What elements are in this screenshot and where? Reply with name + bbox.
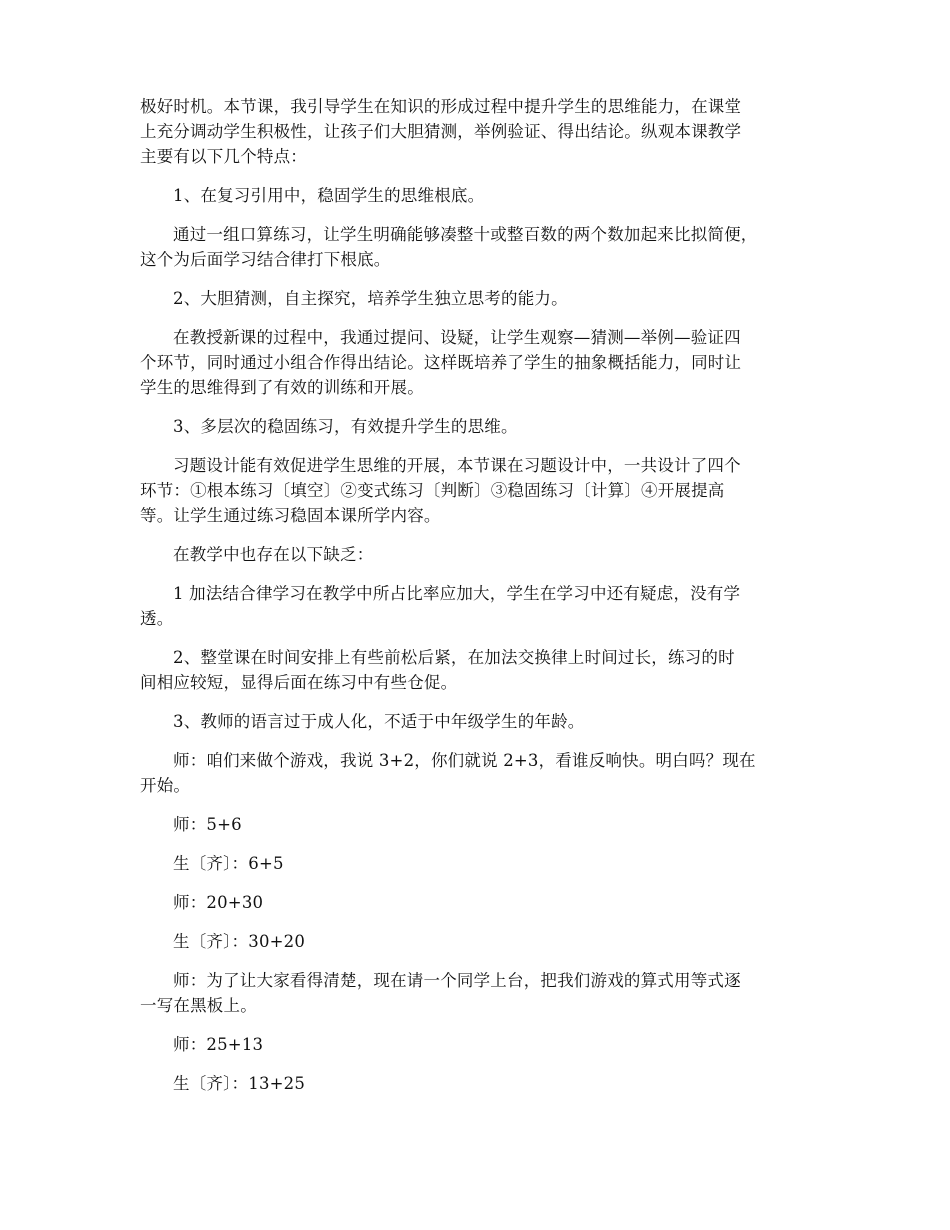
paragraph-shortcoming-2	[140, 645, 812, 695]
text-line: 主要有以下几个特点：	[140, 147, 307, 166]
text-line: 2、大胆猜测，自主探究，培养学生独立思考的能力。	[173, 289, 568, 308]
text-line: 个环节，同时通过小组合作得出结论。这样既培养了学生的抽象概括能力，同时让	[140, 353, 742, 372]
paragraph-dialogue-line	[140, 929, 812, 954]
paragraph-intro	[140, 94, 812, 169]
paragraph-feature-2-heading	[140, 286, 812, 311]
paragraph-dialogue-line	[140, 812, 812, 837]
paragraph-feature-1-heading	[140, 183, 812, 208]
paragraph-feature-3-heading	[140, 414, 812, 439]
paragraph-dialogue-line	[140, 1032, 812, 1057]
text-line: 上充分调动学生积极性，让孩子们大胆猜测，举例验证、得出结论。纵观本课教学	[140, 122, 742, 141]
text-line: 学生的思维得到了有效的训练和开展。	[140, 378, 424, 397]
paragraph-dialogue-line	[140, 890, 812, 915]
text-line: 等。让学生通过练习稳固本课所学内容。	[140, 506, 441, 525]
text-line: 开始。	[140, 776, 191, 795]
text-line: 间相应较短，显得后面在练习中有些仓促。	[140, 673, 458, 692]
paragraph-feature-2-body	[140, 325, 812, 400]
paragraph-feature-1-body	[140, 222, 812, 272]
text-line: 师：咱们来做个游戏，我说 3+2，你们就说 2+3，看谁反响快。明白吗？现在	[173, 751, 756, 770]
paragraph-dialogue-line	[140, 1071, 812, 1096]
text-line: 3、多层次的稳固练习，有效提升学生的思维。	[173, 417, 518, 436]
paragraph-dialogue-intro	[140, 748, 812, 798]
paragraph-feature-3-body	[140, 453, 812, 528]
text-line: 3、教师的语言过于成人化，不适于中年级学生的年龄。	[173, 712, 585, 731]
text-line: 师：为了让大家看得清楚，现在请一个同学上台，把我们游戏的算式用等式逐	[173, 971, 741, 990]
text-line: 透。	[140, 609, 174, 628]
text-line: 极好时机。本节课，我引导学生在知识的形成过程中提升学生的思维能力，在课堂	[140, 97, 742, 116]
text-line: 1、在复习引用中，稳固学生的思维根底。	[173, 186, 485, 205]
paragraph-dialogue-line	[140, 851, 812, 876]
text-line: 在教学中也存在以下缺乏：	[173, 545, 374, 564]
text-line: 师：5+6	[173, 815, 242, 834]
text-line: 生〔齐〕：30+20	[173, 932, 306, 951]
paragraph-dialogue-instruction	[140, 968, 812, 1018]
text-line: 这个为后面学习结合律打下根底。	[140, 250, 391, 269]
text-line: 在教授新课的过程中，我通过提问、设疑，让学生观察—猜测—举例—验证四	[173, 328, 741, 347]
document-body	[140, 94, 812, 1110]
text-line: 师：20+30	[173, 893, 264, 912]
paragraph-shortcomings-heading	[140, 542, 812, 567]
text-line: 习题设计能有效促进学生思维的开展，本节课在习题设计中，一共设计了四个	[173, 456, 741, 475]
text-line: 1 加法结合律学习在教学中所占比率应加大，学生在学习中还有疑虑，没有学	[173, 584, 741, 603]
text-line: 一写在黑板上。	[140, 996, 257, 1015]
text-line: 环节：①根本练习〔填空〕②变式练习〔判断〕③稳固练习〔计算〕④开展提高	[140, 481, 725, 500]
text-line: 师：25+13	[173, 1035, 264, 1054]
paragraph-shortcoming-3	[140, 709, 812, 734]
text-line: 通过一组口算练习，让学生明确能够凑整十或整百数的两个数加起来比拟简便，	[173, 225, 758, 244]
paragraph-shortcoming-1	[140, 581, 812, 631]
text-line: 2、整堂课在时间安排上有些前松后紧，在加法交换律上时间过长，练习的时	[173, 648, 735, 667]
text-line: 生〔齐〕：6+5	[173, 854, 284, 873]
text-line: 生〔齐〕：13+25	[173, 1074, 306, 1093]
